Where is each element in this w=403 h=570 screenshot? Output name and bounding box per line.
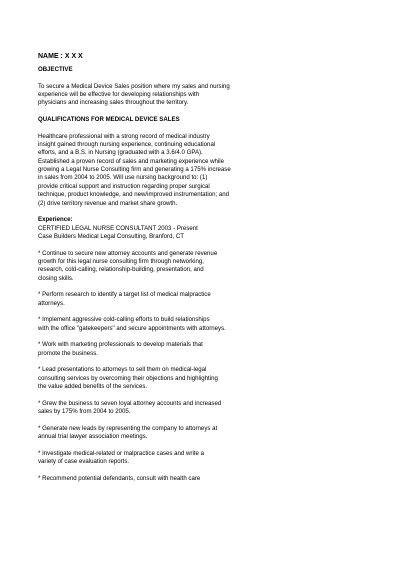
bullet-line: research, cold-calling, relationship-building, presentation, and xyxy=(38,266,204,274)
qualifications-line: insight gained through nursing experience, continuing educational xyxy=(38,141,216,149)
bullet-line: with the office "gatekeepers" and secure appointments with attorneys. xyxy=(38,324,226,332)
bullet-line: * Investigate medical-related or malpractice cases and write a xyxy=(38,449,204,457)
bullet-line: variety of case evaluation reports. xyxy=(38,458,130,466)
bullet-line: * Continue to secure new attorney accounts and generate revenue xyxy=(38,249,218,257)
bullet-line: * Generate new leads by representing the company to attorneys at xyxy=(38,424,218,432)
bullet-line: * Perform research to identify a target list of medical malpractice xyxy=(38,291,211,299)
qualifications-text xyxy=(38,133,258,208)
bullet-line: * Implement aggressive cold-calling efforts to build relationships xyxy=(38,316,210,324)
bullet-item xyxy=(38,316,258,333)
qualifications-line: technique, product knowledge, and new/improved instrumentation; and xyxy=(38,191,230,199)
bullet-line: attorneys. xyxy=(38,299,65,307)
bullet-line: promote the business. xyxy=(38,349,98,357)
qualifications-line: (2) drive territory revenue and market share growth. xyxy=(38,199,178,207)
bullet-line: * Recommend potential defendants, consult with health care xyxy=(38,474,201,482)
qualifications-line: growing a Legal Nurse Consulting firm and generating a 175% increase xyxy=(38,166,231,174)
bullet-item xyxy=(38,291,258,308)
objective-line: experience will be effective for developing relationships with xyxy=(38,91,200,99)
qualifications-line: provide critical support and instruction regarding proper surgical xyxy=(38,182,210,190)
bullet-line: consulting services by overcoming their objections and highlighting xyxy=(38,374,218,382)
objective-line: physicians and increasing sales throughout the territory. xyxy=(38,99,189,107)
bullet-item xyxy=(38,341,258,358)
qualifications-line: Healthcare professional with a strong record of medical industry xyxy=(38,132,210,140)
objective-text xyxy=(38,83,258,108)
bullet-item xyxy=(38,425,258,442)
bullet-line: the value added benefits of the services. xyxy=(38,383,148,391)
bullet-line: * Work with marketing professionals to develop materials that xyxy=(38,341,203,349)
bullet-line: annual trial lawyer association meetings. xyxy=(38,433,148,441)
bullet-line: * Lead presentations to attorneys to sell them on medical-legal xyxy=(38,366,207,374)
bullet-item xyxy=(38,450,258,467)
job-title: CERTIFIED LEGAL NURSE CONSULTANT 2003 - Present xyxy=(38,224,198,232)
experience-heading: Experience: xyxy=(38,216,73,224)
objective-line: To secure a Medical Device Sales position where my sales and nursing xyxy=(38,82,230,90)
qualifications-heading: QUALIFICATIONS FOR MEDICAL DEVICE SALES xyxy=(38,116,180,124)
qualifications-line: Established a proven record of sales and marketing experience while xyxy=(38,157,224,165)
bullet-line: closing skills. xyxy=(38,274,74,282)
bullet-item xyxy=(38,366,258,391)
qualifications-line: in sales from 2004 to 2005. Will use nursing background to: (1) xyxy=(38,174,208,182)
candidate-name: NAME : X X X xyxy=(38,53,83,60)
bullet-line: sales by 175% from 2004 to 2005. xyxy=(38,408,131,416)
objective-heading: OBJECTIVE xyxy=(38,66,73,73)
resume-page xyxy=(38,52,258,483)
qualifications-line: efforts, and a B.S. in Nursing (graduated with a 3.6/4.0 GPA). xyxy=(38,149,203,157)
bullet-item xyxy=(38,400,258,417)
bullet-item xyxy=(38,250,258,283)
bullet-line: * Grew the business to seven loyal attorney accounts and increased xyxy=(38,399,222,407)
bullet-item xyxy=(38,475,258,483)
bullet-line: growth for this legal nurse consulting firm through networking, xyxy=(38,257,204,265)
company-name: Case Builders Medical Legal Consulting, Branford, CT xyxy=(38,232,184,240)
